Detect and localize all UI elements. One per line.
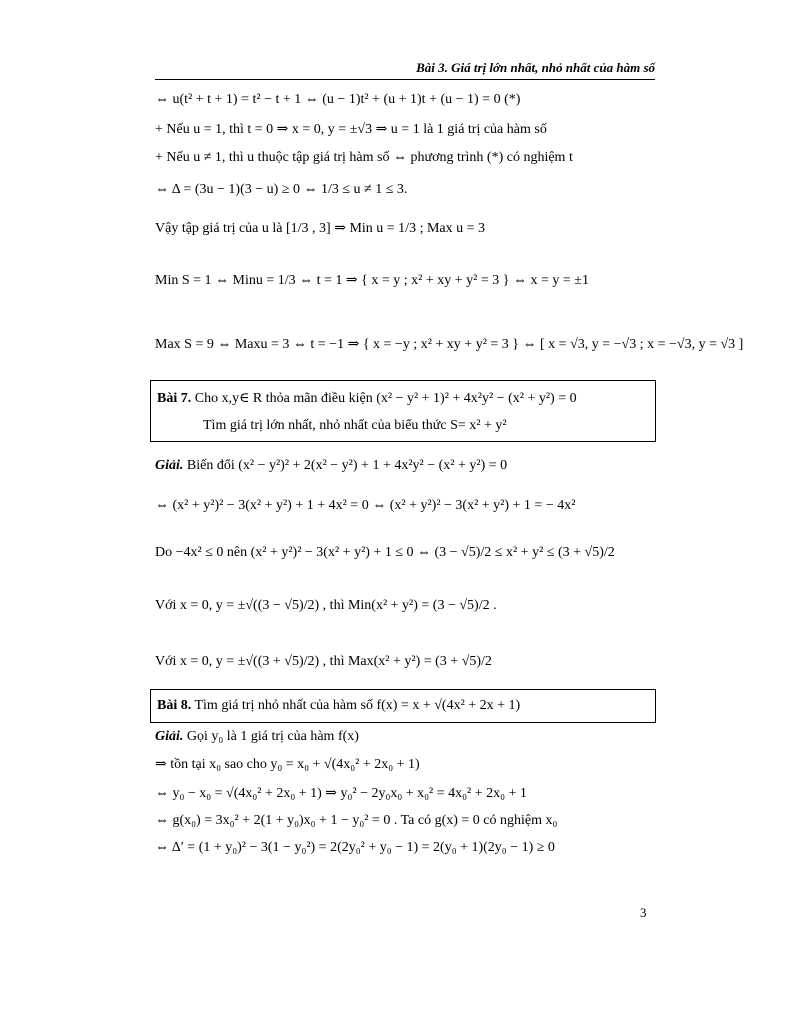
exercise-7-box [150,380,656,442]
text-line: ⇔ g(x₀) = 3x₀² + 2(1 + y₀)x₀ + 1 − y₀² = 0 . Ta có g(x) = 0 có nghiệm x₀ [155,813,558,828]
text-line: + Nếu u ≠ 1, thì u thuộc tập giá trị hàm số ⇔ phương trình (*) có nghiệm t [155,150,573,165]
page-header: Bài 3. Giá trị lớn nhất, nhỏ nhất của hàm số [155,60,655,80]
text-line: ⇔ Δ′ = (1 + y₀)² − 3(1 − y₀²) = 2(2y₀² + y₀ − 1) = 2(y₀ + 1)(2y₀ − 1) ≥ 0 [155,840,555,855]
solution-label: Giải. [155,458,184,473]
exercise-7-question: Tìm giá trị lớn nhất, nhỏ nhất của biểu thức S= x² + y² [203,418,507,433]
text-line: Với x = 0, y = ±√((3 − √5)/2) , thì Min(x² + y²) = (3 − √5)/2 . [155,598,497,613]
text-line: Do −4x² ≤ 0 nên (x² + y²)² − 3(x² + y²) + 1 ≤ 0 ⇔ (3 − √5)/2 ≤ x² + y² ≤ (3 + √5)/2 [155,545,615,560]
exercise-8-text: Tìm giá trị nhỏ nhất của hàm số f(x) = x + √(4x² + 2x + 1) [194,698,521,713]
solution-label: Giải. [155,729,184,744]
solution-7-line [155,458,507,474]
solution-text: Gọi y₀ là 1 giá trị của hàm f(x) [183,729,359,744]
text-line: Với x = 0, y = ±√((3 + √5)/2) , thì Max(x² + y²) = (3 + √5)/2 [155,654,492,669]
exercise-8-title: Bài 8. [157,698,192,713]
text-line: Max S = 9 ⇔ Maxu = 3 ⇔ t = −1 ⇒ { x = −y ; x² + xy + y² = 3 } ⇔ [ x = √3, y = −√3 ; x = −√3, y = √3 ] [155,337,744,352]
page-number: 3 [640,905,647,920]
text-line: + Nếu u = 1, thì t = 0 ⇒ x = 0, y = ±√3 ⇒ u = 1 là 1 giá trị của hàm số [155,122,547,137]
text-line: ⇔ Δ = (3u − 1)(3 − u) ≥ 0 ⇔ 1/3 ≤ u ≠ 1 ≤ 3. [155,182,408,197]
solution-text: Biến đổi (x² − y²)² + 2(x² − y²) + 1 + 4x²y² − (x² + y²) = 0 [183,458,508,473]
text-line: ⇒ tồn tại x₀ sao cho y₀ = x₀ + √(4x₀² + 2x₀ + 1) [155,757,420,772]
solution-8-line [155,729,359,745]
text-line: ⇔ y₀ − x₀ = √(4x₀² + 2x₀ + 1) ⇒ y₀² − 2y₀x₀ + x₀² = 4x₀² + 2x₀ + 1 [155,786,527,801]
text-line: Vậy tập giá trị của u là [1/3 , 3] ⇒ Min u = 1/3 ; Max u = 3 [155,221,486,236]
text-line: Min S = 1 ⇔ Minu = 1/3 ⇔ t = 1 ⇒ { x = y ; x² + xy + y² = 3 } ⇔ x = y = ±1 [155,273,589,288]
exercise-8-box [150,689,656,723]
exercise-7-condition: Cho x,y∈ R thỏa mãn điều kiện (x² − y² + 1)² + 4x²y² − (x² + y²) = 0 [194,391,577,406]
text-line: ⇔ (x² + y²)² − 3(x² + y²) + 1 + 4x² = 0 ⇔ (x² + y²)² − 3(x² + y²) + 1 = − 4x² [155,498,576,513]
exercise-7-title: Bài 7. [157,391,192,406]
text-line: ⇔ u(t² + t + 1) = t² − t + 1 ⇔ (u − 1)t² + (u + 1)t + (u − 1) = 0 (*) [155,92,521,107]
